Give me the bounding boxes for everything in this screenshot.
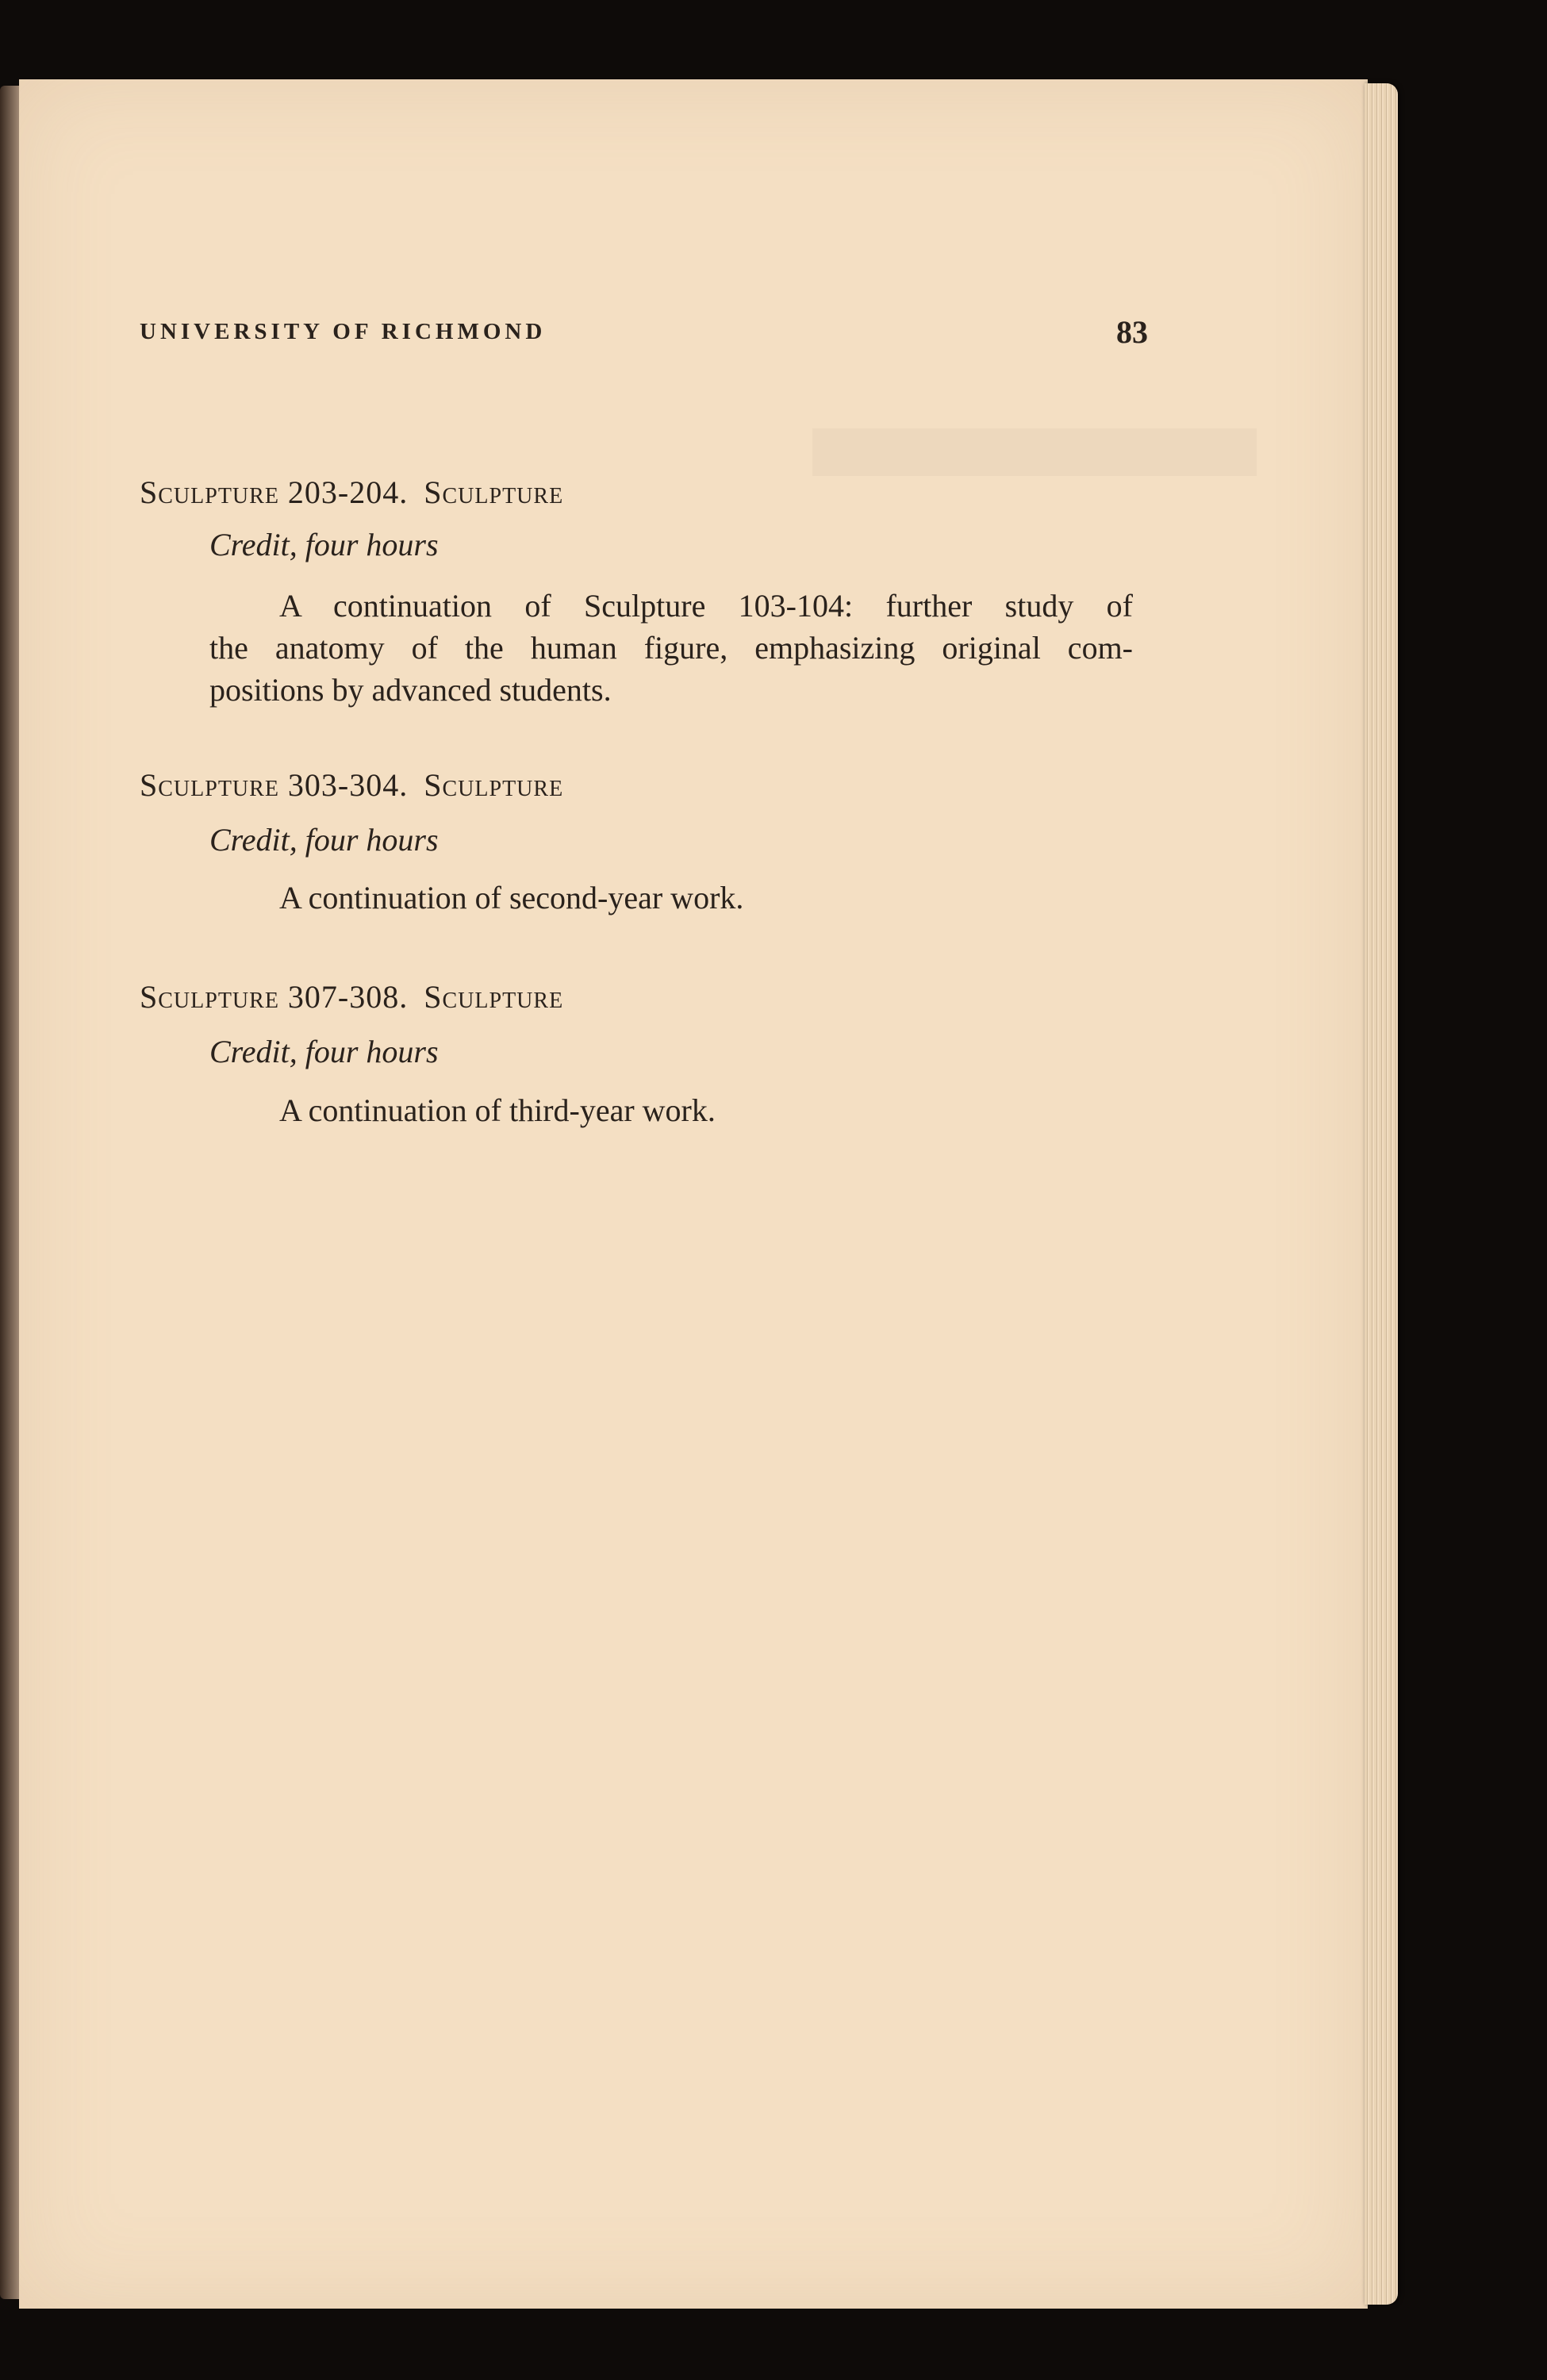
course-title: Sculpture <box>424 474 564 510</box>
bleed-through-mark <box>812 428 1257 476</box>
description-line: A continuation of Sculpture 103-104: further study of <box>279 588 1133 624</box>
page-content <box>19 79 1368 2309</box>
course-title: Sculpture <box>424 767 564 803</box>
course-number: Sculpture 307-308. <box>140 979 409 1015</box>
course-number: Sculpture 203-204. <box>140 474 409 510</box>
description-line: positions by advanced students. <box>209 672 612 708</box>
course-number: Sculpture 303-304. <box>140 767 409 803</box>
course-description: A continuation of third-year work. <box>279 1092 716 1128</box>
course-title: Sculpture <box>424 979 564 1015</box>
page-stack-edge <box>1365 83 1398 2305</box>
course-credit: Credit, four hours <box>209 527 439 562</box>
course-heading <box>140 766 563 804</box>
course-description <box>209 585 1133 711</box>
running-head: UNIVERSITY OF RICHMOND <box>140 319 547 344</box>
course-heading <box>140 978 563 1015</box>
page-number: 83 <box>1116 314 1148 350</box>
course-description: A continuation of second-year work. <box>279 880 744 916</box>
course-credit: Credit, four hours <box>209 822 439 858</box>
book-page <box>19 79 1368 2309</box>
course-heading <box>140 474 563 511</box>
course-credit: Credit, four hours <box>209 1034 439 1069</box>
description-line: the anatomy of the human figure, emphasizing original com- <box>209 630 1133 666</box>
